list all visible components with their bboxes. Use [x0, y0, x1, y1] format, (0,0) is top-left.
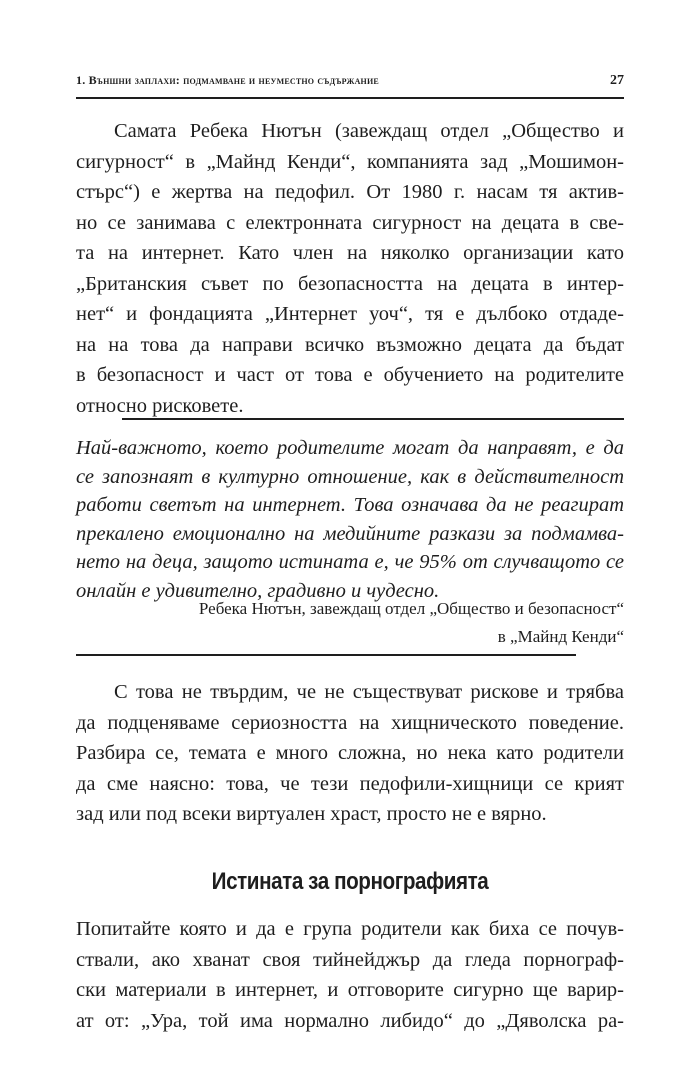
- text-line: да сме наясно: това, че тези педофили-хищници се крият: [76, 772, 624, 795]
- quote-line: работи светът на интернет. Това означава да не реагират: [76, 494, 624, 516]
- text-line: в безопасност и част от това е обучението на родителите: [76, 364, 624, 386]
- quote-line: се запознаят в културно отношение, как в действителност: [76, 465, 624, 488]
- text-line: Самата Ребека Нютън (завеждащ отдел „Общество и: [114, 120, 624, 142]
- text-line: на на това да направи всичко възможно децата да бъдат: [76, 333, 624, 356]
- section-heading: Истината за порнографията: [211, 868, 489, 895]
- text-line: ствали, ако хванат своя тийнейджър да гледа порнограф-: [76, 948, 624, 971]
- quote-line: онлайн е удивително, градивно и чудесно.: [76, 579, 440, 602]
- header-divider: [76, 97, 624, 99]
- text-line: но се занимава с електронната сигурност на децата в све-: [76, 211, 624, 234]
- paragraph-1: [76, 116, 624, 421]
- attribution-line: Ребека Нютън, завеждащ отдел „Общество и безопасност“: [198, 599, 624, 618]
- text-line: Разбира се, темата е много сложна, но нека като родители: [76, 742, 624, 764]
- text-line: относно рисковете.: [76, 394, 244, 417]
- text-line: да подценяваме сериозността на хищническото поведение.: [76, 711, 624, 734]
- running-header: [76, 73, 624, 89]
- quote-line: Най-важното, което родителите могат да направят, е да: [76, 437, 624, 459]
- text-line: „Британския съвет по безопасността на децата в интер-: [76, 272, 624, 295]
- quote-line: прекалено емоционално на медийните разкази за подмамва-: [76, 522, 624, 545]
- text-line: Попитайте която и да е група родители как биха се почув-: [76, 918, 624, 940]
- text-line: ски материали в интернет, и отговорите сигурно ще варир-: [76, 979, 624, 1001]
- chapter-title: 1. Външни заплахи: подмамване и неуместно съдържание: [76, 73, 379, 87]
- text-line: стърс“) е жертва на педофил. От 1980 г. насам тя актив-: [76, 181, 624, 203]
- text-line: нет“ и фондацията „Интернет уоч“, тя е дълбоко отдаде-: [76, 303, 624, 325]
- quote-attribution: [76, 595, 624, 651]
- pull-quote: [76, 434, 624, 605]
- text-line: сигурност“ в „Майнд Кенди“, компанията зад „Мошимон-: [76, 150, 624, 173]
- quote-line: нето на деца, защото истината е, че 95% от случващото се: [76, 551, 624, 573]
- quote-top-rule: [122, 418, 624, 420]
- text-line: С това не твърдим, че не съществуват рискове и трябва: [114, 681, 624, 703]
- text-line: та на интернет. Като член на няколко организации като: [76, 242, 624, 264]
- attribution-line: в „Майнд Кенди“: [497, 627, 624, 646]
- text-line: ат от: „Ура, той има нормално либидо“ до „Дяволска ра-: [76, 1009, 624, 1032]
- quote-bottom-rule: [76, 654, 576, 656]
- paragraph-2: [76, 677, 624, 830]
- paragraph-3: [76, 914, 624, 1036]
- text-line: зад или под всеки виртуален храст, просто не е вярно.: [76, 803, 547, 825]
- page-number: 27: [610, 73, 624, 88]
